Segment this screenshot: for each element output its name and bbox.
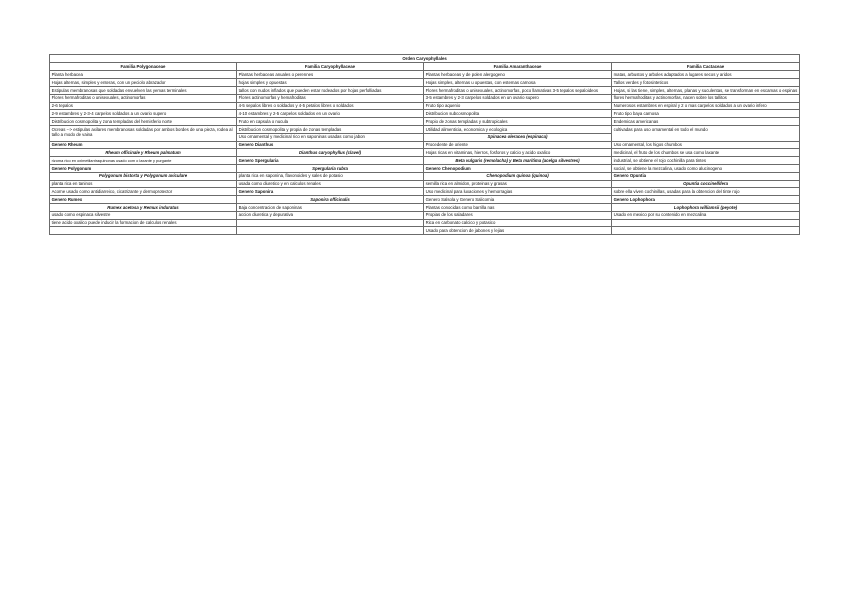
cell-amaranthaceae: 3-5 estambres y 2-3 carpelos soldados en un ovario supero (424, 94, 612, 102)
cell-caryophyllaceae: 4-10 estambres y 2-5 carpelos soldados en un ovario (237, 110, 424, 118)
cell-caryophyllaceae: 4-5 sepalos libres o soldados y 4-5 petalos libres o soldados (237, 102, 424, 110)
cell-cactaceae: Uso ornamental, los higos chumbos (612, 141, 800, 149)
table-row (50, 211, 800, 219)
cell-polygonaceae: tiene acido oxalico puede inducir la formacion de calculos renales (50, 219, 237, 227)
cell-caryophyllaceae (237, 227, 424, 235)
cell-cactaceae: Endemicas americanas (612, 118, 800, 126)
cell-caryophyllaceae: Genero Spergularia (237, 157, 424, 165)
cell-cactaceae: sobre ella viven cochinillas, usadas para la obtencion del tinte rojo (612, 188, 800, 196)
table-row (50, 149, 800, 157)
cell-cactaceae: industrial, se obtiene el rojo cochinilla para tintes (612, 157, 800, 165)
table-row (50, 94, 800, 102)
cell-amaranthaceae: Rica en carbonato calcico y potasico (424, 219, 612, 227)
cell-caryophyllaceae: Genero Dianthus (237, 141, 424, 149)
cell-polygonaceae: Estipulas membranosas que soldadas envuelven las yemas terminales (50, 86, 237, 94)
cell-cactaceae: Hojas, si las tiene, simples, alternas, planas y suculentas, se transforman en escamas o espinas (612, 86, 800, 94)
cell-polygonaceae: rizoma rico en oximetilantraquinonas usado com o laxante y purgante (50, 157, 237, 165)
cell-caryophyllaceae: accion diuretica y depurativa (237, 211, 424, 219)
table-row (50, 164, 800, 172)
table-title: Orden Caryophyllales (50, 55, 800, 63)
cell-caryophyllaceae: Dianthus caryophyllus (clavel) (237, 149, 424, 157)
cell-caryophyllaceae: hojas simples y opuestas (237, 79, 424, 87)
table-row (50, 118, 800, 126)
cell-amaranthaceae: Chenopodium quinoa (quinoa) (424, 172, 612, 180)
cell-caryophyllaceae (237, 219, 424, 227)
cell-amaranthaceae: Utilidad alimenticia, economica y ecologica (424, 125, 612, 133)
cell-polygonaceae: Rheum officinale y Rheum palmatum (50, 149, 237, 157)
cell-amaranthaceae: Fruto tipo aquenio (424, 102, 612, 110)
header-row (50, 63, 800, 71)
cell-caryophyllaceae: planta rica en saponina, flavonoides y sales de potasio (237, 172, 424, 180)
cell-amaranthaceae: Hojas simples, alternas u opuestas, con estemas carnosa (424, 79, 612, 87)
table-row (50, 180, 800, 188)
cell-cactaceae (612, 219, 800, 227)
cell-amaranthaceae: Flores hermafroditas o unisexuales, actinomorfas, poco llamativas 3-5 tepalos sepaloideos (424, 86, 612, 94)
table-row (50, 79, 800, 87)
cell-caryophyllaceae: Genero Saponira (237, 188, 424, 196)
table-row (50, 110, 800, 118)
cell-amaranthaceae: Procedente de oriente (424, 141, 612, 149)
cell-polygonaceae: Polygonum bistorta y Polygonum aviculare (50, 172, 237, 180)
cell-polygonaceae: planta rica en taninos (50, 180, 237, 188)
table-row (50, 86, 800, 94)
cell-caryophyllaceae: Plantas herbaceas anuales o perennes (237, 71, 424, 79)
table-row (50, 125, 800, 133)
cell-amaranthaceae: Genero Salsola y Genero Salicornia (424, 196, 612, 204)
table-row (50, 102, 800, 110)
cell-amaranthaceae: Hojas ricas en vitaminas, hierros, fosforos y calcio y acido oxalico (424, 149, 612, 157)
cell-cactaceae: flores hermafroditas y actinomorfas, nacen sobre los tallitos (612, 94, 800, 102)
cell-amaranthaceae: Usado para obtencion de jabones y lejias (424, 227, 612, 235)
table-row (50, 141, 800, 149)
cell-amaranthaceae: semilla rica en almidon, proteinas y grasas (424, 180, 612, 188)
cell-polygonaceae: 2-9 estambres y 2-3-4 carpelos soldados a un ovario supero (50, 110, 237, 118)
cell-cactaceae: Genero Lophophora (612, 196, 800, 204)
cell-caryophyllaceae: Saponira officinalis (237, 196, 424, 204)
cell-caryophyllaceae: Baja concentracion de saponinas (237, 203, 424, 211)
cell-amaranthaceae: Spinacea oleracea (espinaca) (424, 133, 612, 141)
cell-cactaceae: matas, arbustos y arboles adaptados a lugares secos y aridos (612, 71, 800, 79)
cell-polygonaceae: 2-6 tepalos (50, 102, 237, 110)
cell-caryophyllaceae: Distribucion cosmopolita y propia de zonas templadas (237, 125, 424, 133)
header-polygonaceae: Familia Polygonaceae (50, 63, 237, 71)
header-amaranthaceae: Familia Amaranthaceae (424, 63, 612, 71)
cell-cactaceae: cultivadas para uso ornamental en todo el mundo (612, 125, 800, 141)
caryophyllales-table (49, 54, 800, 235)
cell-amaranthaceae: Beta vulgaris (remolacha) y Beta maritima (acelga silvestres) (424, 157, 612, 165)
table-row (50, 227, 800, 235)
cell-polygonaceae: Hojas alternas, simples y enteras, con un peciolo abrazador (50, 79, 237, 87)
table-row (50, 188, 800, 196)
cell-caryophyllaceae: Flores actinomorfas y hemafroditas (237, 94, 424, 102)
cell-polygonaceae: Genero Polygonum (50, 164, 237, 172)
table-row (50, 219, 800, 227)
cell-amaranthaceae: Plantas herbaceas y de polen alergogeno (424, 71, 612, 79)
spreadsheet (49, 54, 799, 235)
cell-polygonaceae: usado como espinaca silvestre (50, 211, 237, 219)
cell-cactaceae: Fruto tipo baya carnosa (612, 110, 800, 118)
cell-amaranthaceae: Propio de zonas templadas y subtropicales (424, 118, 612, 126)
cell-caryophyllaceae: Fruto en capsula o nucula (237, 118, 424, 126)
cell-amaranthaceae: Distribucion subcosmopolita (424, 110, 612, 118)
cell-cactaceae: medicinal, el fruto de los chumbos se usa como laxante (612, 149, 800, 157)
cell-polygonaceae: Distribucion cosmopolita y zona templadas del hemisferio norte (50, 118, 237, 126)
cell-amaranthaceae: Plantas conocidas como barrilla nas (424, 203, 612, 211)
cell-polygonaceae: Planta herbacea (50, 71, 237, 79)
cell-cactaceae: social, se obtiene la mezcalina, usado como alucinogeno (612, 164, 800, 172)
cell-cactaceae: Tallos verdes y fotosinteticos (612, 79, 800, 87)
cell-polygonaceae: Genero Rumex (50, 196, 237, 204)
cell-amaranthaceae: Genero Chenopodium (424, 164, 612, 172)
title-row (50, 55, 800, 63)
cell-cactaceae: Lophophora williamsii (peyote) (612, 203, 800, 211)
cell-cactaceae: Opuntia coccinellifera (612, 180, 800, 188)
cell-cactaceae: Usado en mexico por su contenido en mezcalina (612, 211, 800, 219)
cell-polygonaceae: Acorne usado como antidiarreico, cicatrizante y dermoprotector (50, 188, 237, 196)
cell-polygonaceae: Flores hermafroditas o unisexuales, actinomorfas (50, 94, 237, 102)
header-caryophyllaceae: Familia Caryophyllaceae (237, 63, 424, 71)
cell-caryophyllaceae: Spergularia rubra (237, 164, 424, 172)
cell-caryophyllaceae: tallos con nudos inflados que pueden estar rodeados por hojas perfolliadas (237, 86, 424, 94)
cell-polygonaceae: Rumex acetosa y Remux induratus (50, 203, 237, 211)
cell-caryophyllaceae: usada como diuretico y en calculos renales (237, 180, 424, 188)
cell-amaranthaceae: Propias de los saladares (424, 211, 612, 219)
table-row (50, 172, 800, 180)
cell-polygonaceae (50, 227, 237, 235)
table-row (50, 196, 800, 204)
cell-polygonaceae: Ocreas --> estipulas axilares membranosas soldadas por ambos bordes de una pieza, rodea al tallo a modo de vaina (50, 125, 237, 141)
table-row (50, 71, 800, 79)
table-row (50, 203, 800, 211)
cell-caryophyllaceae: Uso ornamental y medicinal rico en saponinas usadas como jabon (237, 133, 424, 141)
cell-cactaceae: Numerosos estambres en espiral y 2 o mas carpelos soldados a un ovario infero (612, 102, 800, 110)
cell-cactaceae (612, 227, 800, 235)
table-row (50, 157, 800, 165)
cell-polygonaceae: Genero Rheum (50, 141, 237, 149)
header-cactaceae: Familia Cactaceae (612, 63, 800, 71)
cell-amaranthaceae: Uso medicinal para luxaciones y hemorragias (424, 188, 612, 196)
cell-cactaceae: Genero Opuntia (612, 172, 800, 180)
